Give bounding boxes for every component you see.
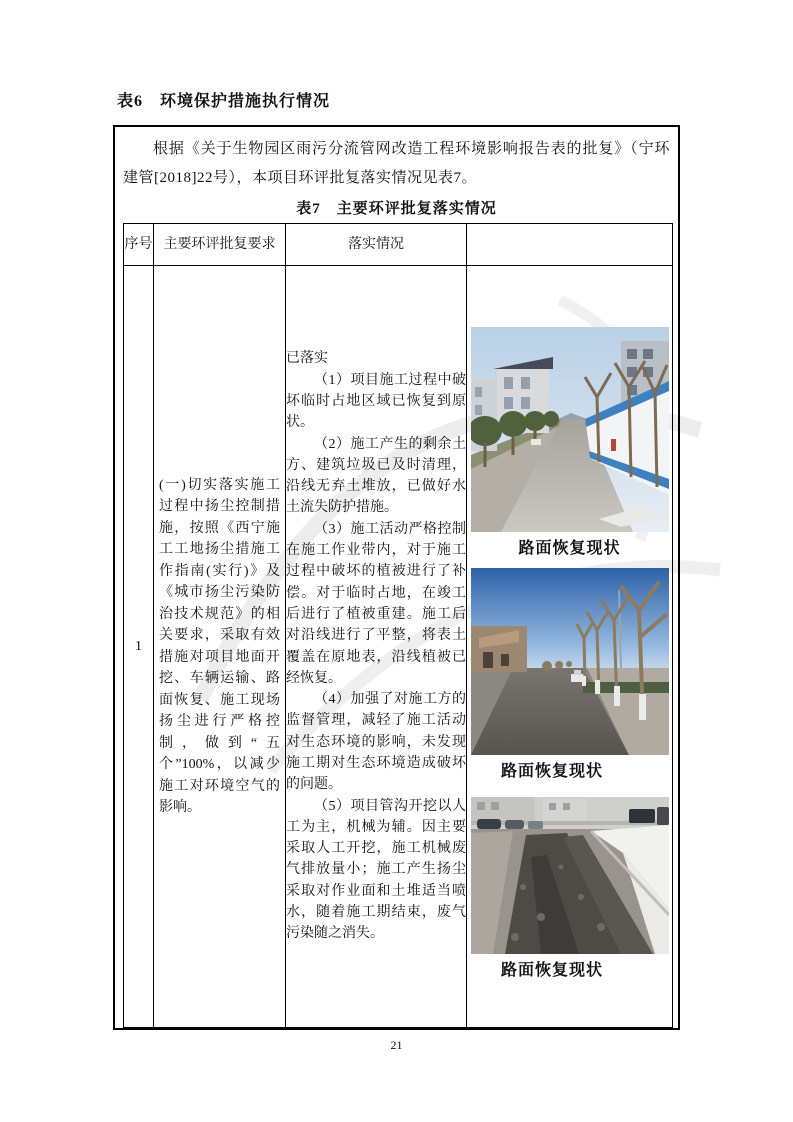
page-number: 21: [390, 1038, 403, 1052]
table7-title: 表7 主要环评批复落实情况: [296, 201, 497, 217]
table6-box: [113, 125, 680, 1030]
photo-caption-1: 路面恢复现状: [518, 540, 621, 557]
implementation-item: （4）加强了对施工方的监督管理，减轻了施工活动对生态环境的影响，未发现施工期对生态环境造成破坏的问题。: [286, 692, 466, 793]
col-header-no: 序号: [124, 224, 154, 266]
implementation-status: 已落实: [286, 351, 328, 367]
table6-heading: 表6 环境保护措施执行情况: [117, 93, 331, 110]
row-number-cell: 1: [124, 266, 154, 1028]
photo-road-restoration-1: [471, 327, 669, 532]
requirement-text: (一)切实落实施工过程中扬尘控制措施，按照《西宁施工工地扬尘措施工作指南(实行)》及《城市扬尘污染防治技术规范》的相关要求，采取有效措施对项目地面开挖、车辆运输、路面恢复、施工现场扬尘进行严格控制，做到“五个”100%，以减少施工对环境空气的影响。: [159, 477, 280, 815]
photo-figure-3: [467, 797, 672, 980]
photo-road-restoration-2: [471, 568, 669, 755]
photo-road-restoration-3: [471, 797, 669, 954]
photos-cell: [467, 266, 673, 1028]
col-header-implementation: 落实情况: [286, 224, 467, 266]
photo-caption-3: 路面恢复现状: [501, 962, 604, 979]
implementation-item: （1）项目施工过程中破坏临时占地区域已恢复到原状。: [286, 372, 466, 431]
page-content: [113, 88, 680, 1030]
col-header-requirement: 主要环评批复要求: [154, 224, 286, 266]
requirement-cell: [154, 266, 286, 1028]
photo-figure-1: [467, 327, 672, 558]
implementation-item: （2）施工产生的剩余土方、建筑垃圾已及时清理，沿线无弃土堆放，已做好水土流失防护措施。: [286, 436, 466, 516]
table7-header-row: [124, 224, 673, 266]
intro-paragraph: 根据《关于生物园区雨污分流管网改造工程环境影响报告表的批复》（宁环建管[2018]22号），本项目环评批复落实情况见表7。: [123, 141, 670, 186]
photo-caption-2: 路面恢复现状: [501, 763, 604, 780]
col-header-photos: [467, 224, 673, 266]
photo-figure-2: [467, 568, 672, 781]
implementation-item: （3）施工活动严格控制在施工作业带内，对于施工过程中破坏的植被进行了补偿。对于临时占地，在竣工后进行了植被重建。施工后对沿线进行了平整，将表土覆盖在原地表，沿线植被已经恢复。: [286, 521, 466, 686]
implementation-item: （5）项目管沟开挖以人工为主，机械为辅。因主要采取人工开挖，施工机械废气排放量小；施工产生扬尘采取对作业面和土堆适当喷水，随着施工期结束，废气污染随之消失。: [286, 798, 466, 942]
table7: [123, 223, 673, 1028]
table-row: [124, 266, 673, 1028]
implementation-cell: [286, 266, 467, 1028]
